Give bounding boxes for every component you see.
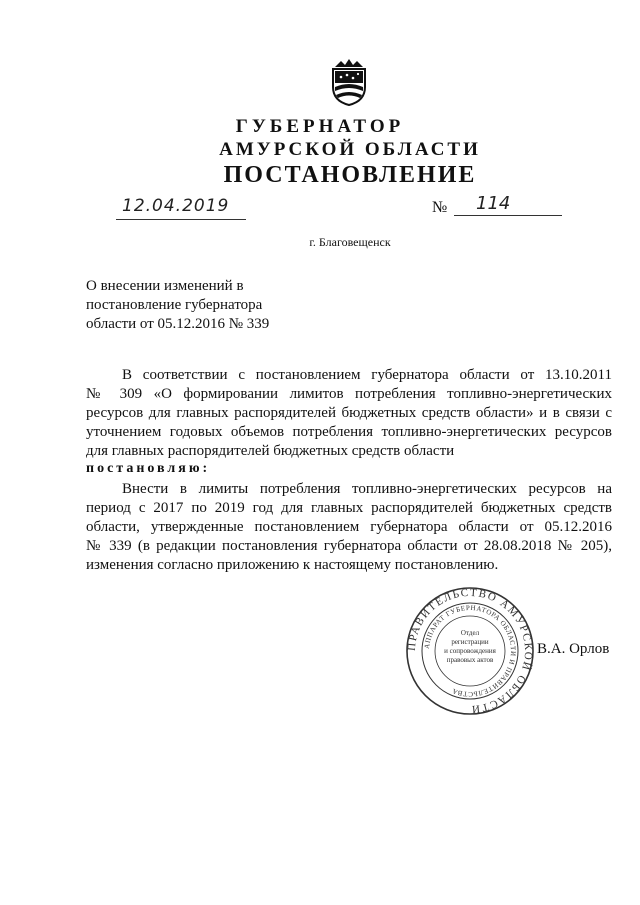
signatory-name: В.А. Орлов [537, 641, 610, 657]
preamble-line: ресурсов для главных распорядителей бюджетных средств области» и в связи с [86, 405, 612, 421]
body-line: Внести в лимиты потребления топливно-энергетических ресурсов на [122, 481, 612, 497]
body-line: изменения согласно приложению к настоящему постановлению. [86, 557, 499, 573]
seal-center-line: и сопровождения [444, 647, 496, 655]
header-governor: ГУБЕРНАТОР [235, 116, 405, 137]
preamble-line: для главных распорядителей бюджетных средств области [86, 443, 455, 459]
city-label: г. Благовещенск [309, 235, 391, 249]
body-line: области, утвержденные постановлением губернатора области от 05.12.2016 [86, 519, 612, 535]
header-region: АМУРСКОЙ ОБЛАСТИ [219, 139, 481, 160]
subject-line: постановление губернатора [86, 297, 263, 313]
seal-center-line: правовых актов [446, 656, 494, 664]
document-date: 12.04.2019 [122, 196, 230, 216]
body-paragraph [86, 480, 612, 575]
doc-type-title: ПОСТАНОВЛЕНИЕ [223, 162, 477, 188]
subject-block [86, 277, 269, 334]
subject-line: области от 05.12.2016 № 339 [86, 316, 270, 332]
preamble-line: № 309 «О формировании лимитов потребления топливно-энергетических [86, 386, 612, 402]
body-line: период с 2017 по 2019 год для главных распорядителей бюджетных средств [86, 500, 612, 516]
document-number: 114 [476, 193, 511, 214]
seal-inner-text: АППАРАТ ГУБЕРНАТОРА ОБЛАСТИ И ПРАВИТЕЛЬСТВА [422, 603, 518, 699]
number-label: № [432, 199, 448, 216]
subject-line: О внесении изменений в [86, 278, 244, 294]
decree-word: постановляю: [86, 461, 211, 476]
seal-center-line: Отдел [460, 629, 480, 637]
body-line: № 339 (в редакции постановления губернатора области от 28.08.2018 № 205), [86, 538, 612, 554]
seal-center-line: регистрации [451, 638, 489, 646]
preamble-line: В соответствии с постановлением губернатора области от 13.10.2011 [122, 367, 612, 383]
seal-outer-text: ПРАВИТЕЛЬСТВО АМУРСКОЙ ОБЛАСТИ [405, 586, 535, 716]
date-underline [116, 219, 246, 220]
coat-of-arms-icon [327, 57, 371, 107]
seal-center-text [440, 629, 500, 665]
number-underline [454, 215, 562, 216]
preamble-line: уточнением годовых объемов потребления топливно-энергетических ресурсов [86, 424, 612, 440]
preamble-paragraph [86, 366, 612, 461]
